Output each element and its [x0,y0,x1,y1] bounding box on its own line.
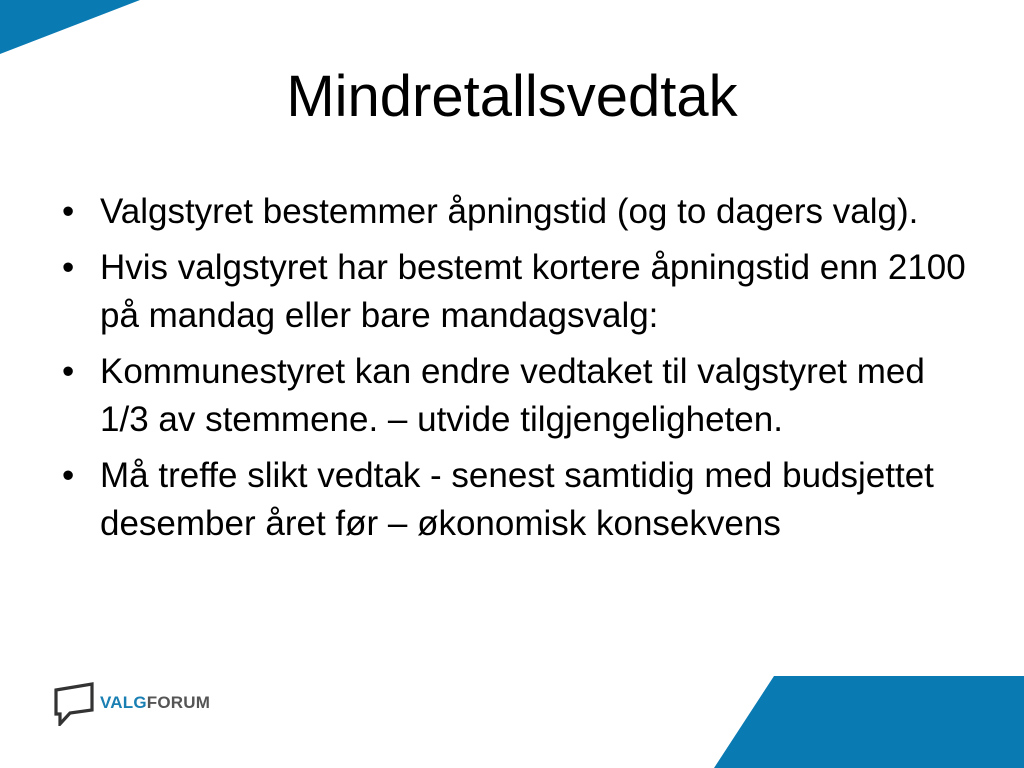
bullet-list [62,188,982,556]
bullet-marker: • [62,352,75,391]
corner-decoration-top-left [0,0,140,56]
bullet-marker: • [62,248,75,287]
corner-decoration-bottom-right [714,676,1024,768]
logo-wordmark-valg: VALG [100,693,147,712]
bullet-item [62,452,982,548]
logo-wordmark-forum: FORUM [146,693,211,712]
bullet-text: Valgstyret bestemmer åpningstid (og to dagers valg). [100,192,919,231]
bullet-marker: • [62,456,75,495]
bullet-text: Må treffe slikt vedtak - senest samtidig med budsjettet desember året før – økonomisk konsekvens [100,456,934,543]
slide-title [0,62,1024,132]
logo-wordmark [100,693,210,713]
bullet-marker: • [62,192,75,231]
bullet-item [62,188,982,236]
slide-title-text: Mindretallsvedtak [286,64,738,129]
bullet-text: Kommunestyret kan endre vedtaket til valgstyret med 1/3 av stemmene. – utvide tilgjengeligheten. [100,352,925,439]
valgforum-logo [52,680,210,726]
bullet-item [62,348,982,444]
speech-bubble-icon [52,680,96,726]
bullet-text: Hvis valgstyret har bestemt kortere åpningstid enn 2100 på mandag eller bare mandagsvalg: [100,248,966,335]
bullet-item [62,244,982,340]
